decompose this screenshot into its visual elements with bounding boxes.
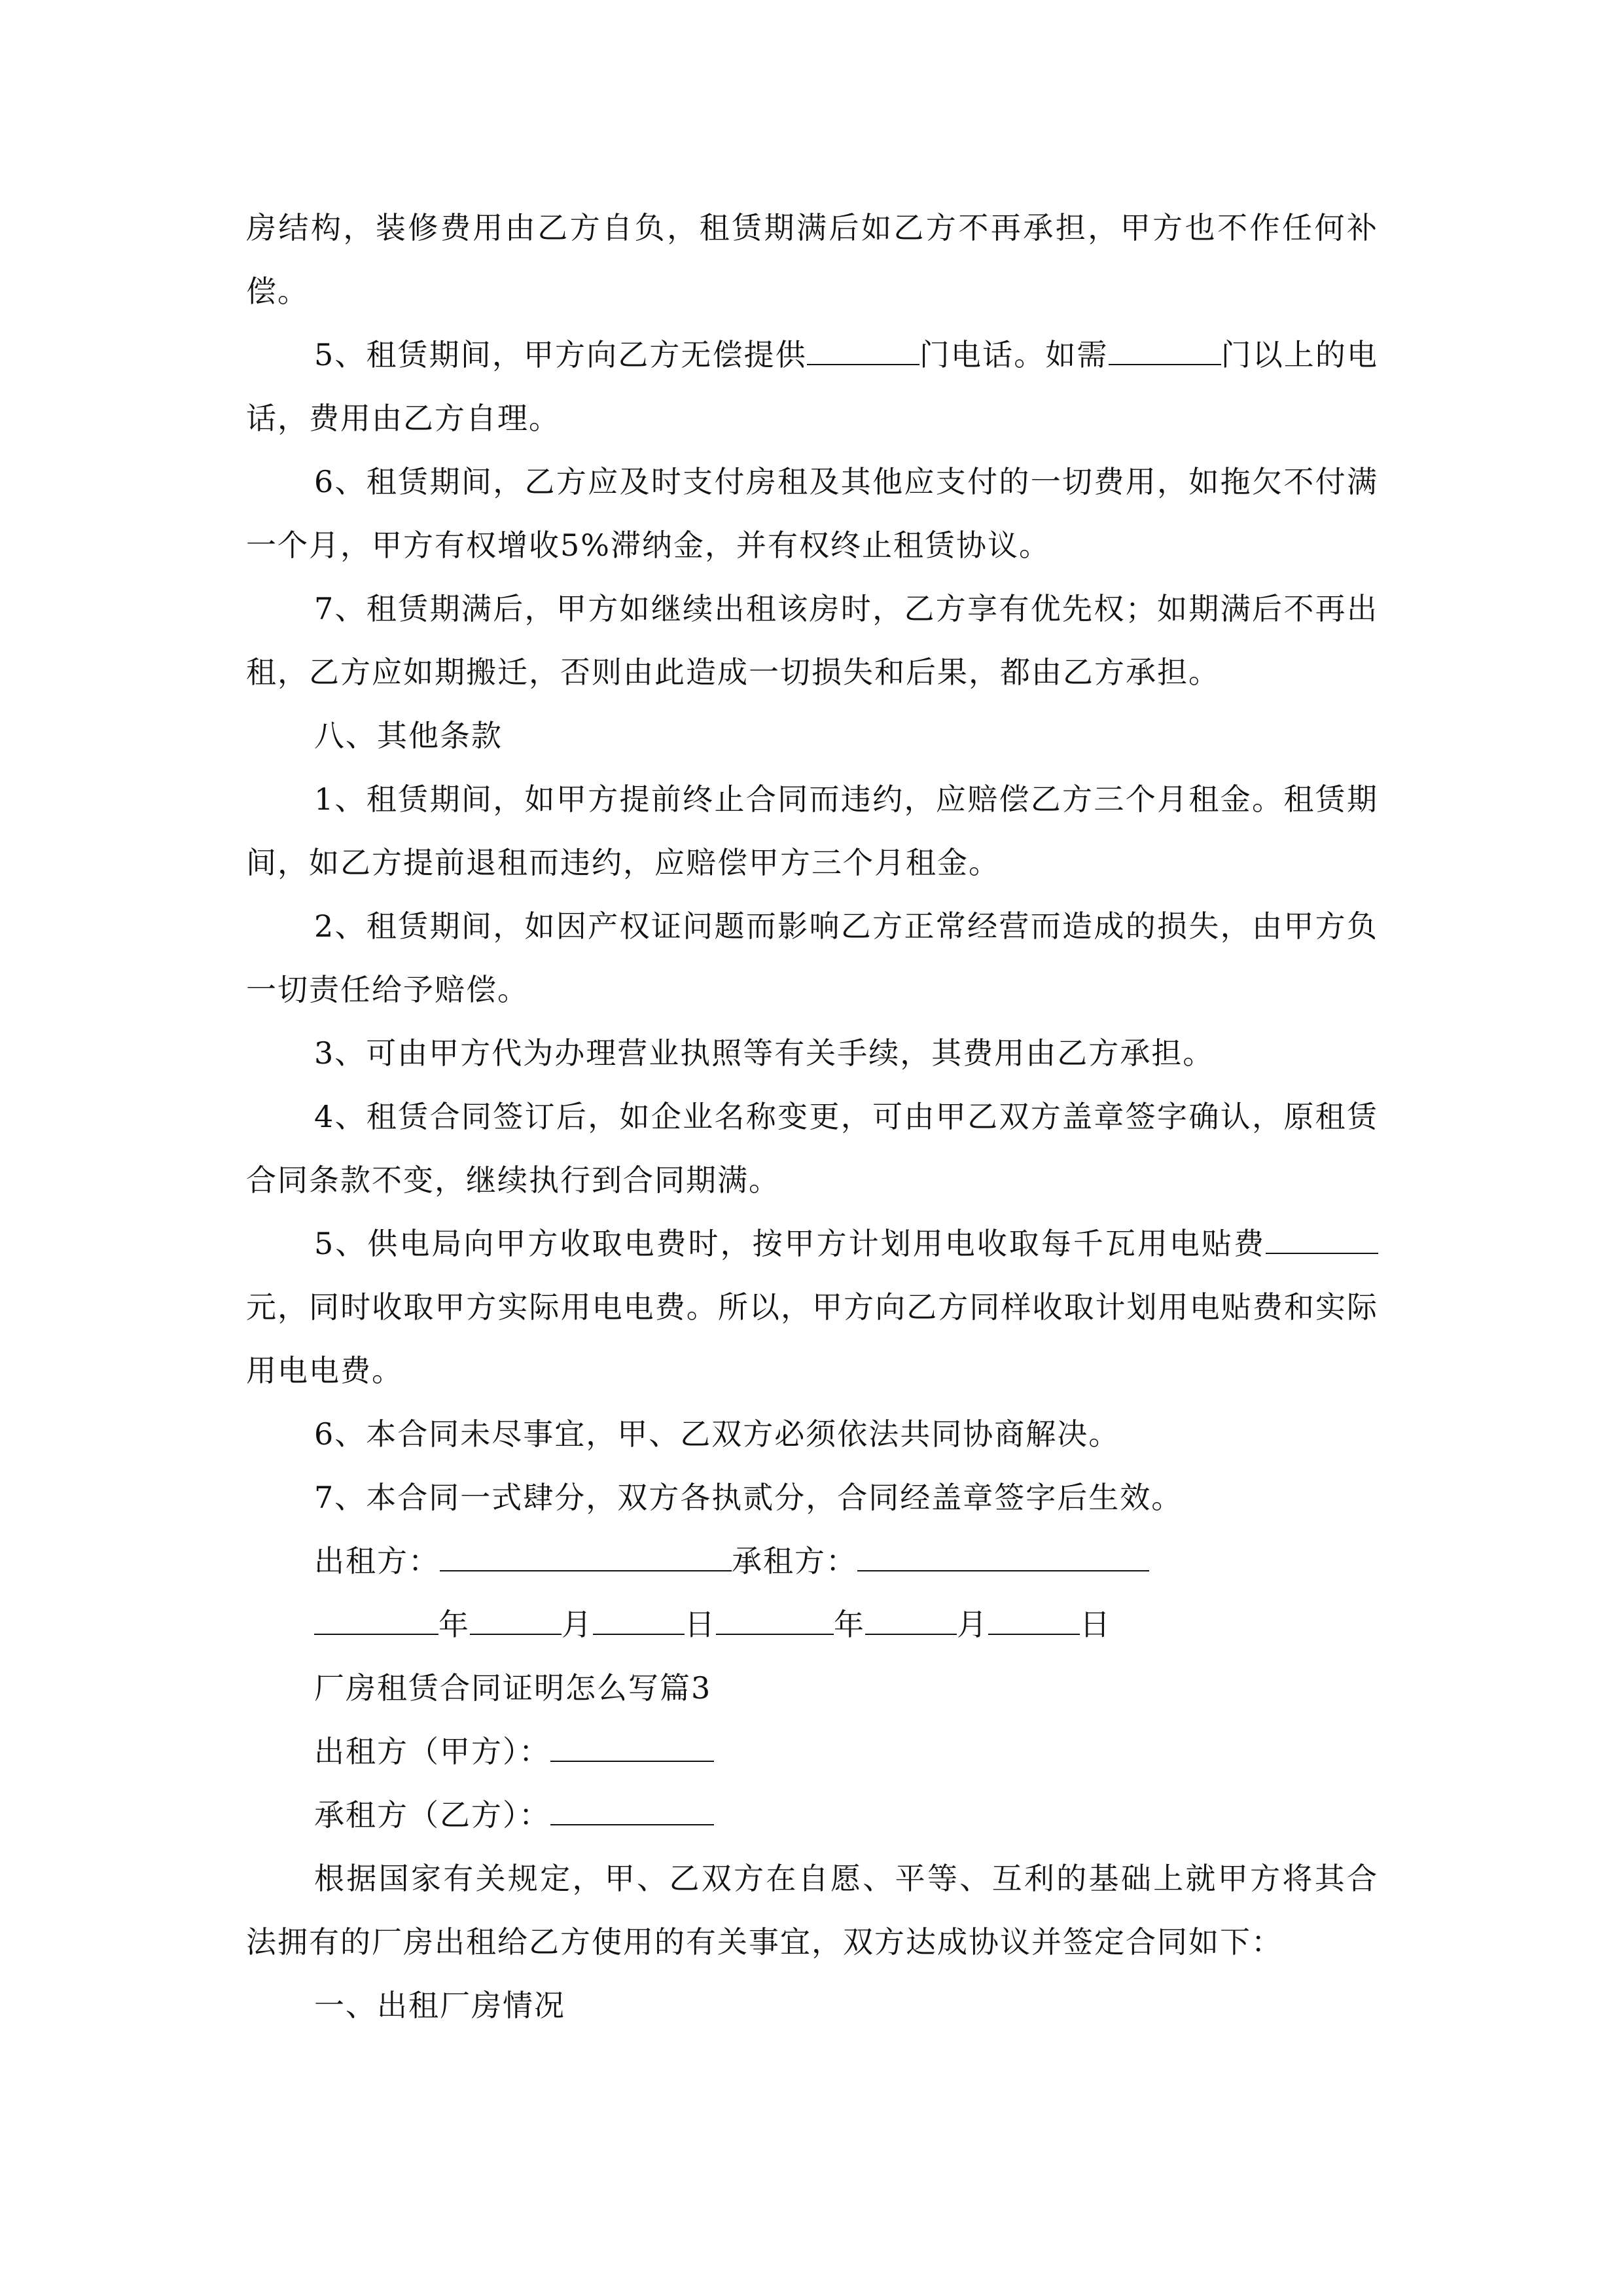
lessor-year-blank [314, 1607, 438, 1635]
month-label-2: 月 [957, 1607, 988, 1642]
section-3-item-1: 一、出租厂房情况 [314, 1988, 565, 2023]
party-b-label: 承租方（乙方）： [314, 1797, 550, 1833]
clause-4-name-change: 4、租赁合同签订后，如企业名称变更，可由甲乙双方盖章签字确认，原租赁合同条款不变，继续执行到合同期满。 [246, 1099, 1378, 1198]
lessor-day-blank [593, 1607, 685, 1635]
paragraph-7-renewal: 7、租赁期满后，甲方如继续出租该房时，乙方享有优先权；如期满后不再出租，乙方应如期搬迁，否则由此造成一切损失和后果，都由乙方承担。 [246, 591, 1378, 690]
lessee-month-blank [865, 1607, 957, 1635]
signature-date-line [246, 1593, 1378, 1657]
paragraph-6-payment: 6、租赁期间，乙方应及时支付房租及其他应支付的一切费用，如拖欠不付满一个月，甲方有权增收5%滞纳金，并有权终止租赁协议。 [246, 464, 1378, 563]
paragraph-4-continued: 房结构，装修费用由乙方自负，租赁期满后如乙方不再承担，甲方也不作任何补偿。 [246, 210, 1378, 309]
document-body [246, 196, 1378, 2037]
electricity-text-before: 5、供电局向甲方收取电费时，按甲方计划用电收取每千瓦用电贴费 [314, 1226, 1266, 1261]
party-b-line [246, 1784, 1378, 1847]
party-a-line [246, 1720, 1378, 1784]
month-label: 月 [562, 1607, 593, 1642]
day-label-2: 日 [1080, 1607, 1111, 1642]
clause-3-license: 3、可由甲方代为办理营业执照等有关手续，其费用由乙方承担。 [314, 1035, 1215, 1071]
lessor-month-blank [470, 1607, 562, 1635]
section-8-heading: 八、其他条款 [314, 718, 503, 753]
party-a-label: 出租方（甲方）： [314, 1734, 550, 1769]
phone-text-before: 5、租赁期间，甲方向乙方无偿提供 [314, 337, 807, 372]
clause-6-unresolved: 6、本合同未尽事宜，甲、乙双方必须依法共同协商解决。 [314, 1416, 1120, 1452]
lessee-day-blank [988, 1607, 1080, 1635]
lessee-year-blank [716, 1607, 834, 1635]
signature-parties-line [246, 1530, 1378, 1593]
lessor-label: 出租方： [314, 1543, 440, 1579]
year-label: 年 [438, 1607, 470, 1642]
extra-phone-blank [1109, 338, 1221, 365]
clause-5-electricity [246, 1212, 1378, 1403]
day-label: 日 [685, 1607, 716, 1642]
lessee-label: 承租方： [732, 1543, 857, 1579]
lessor-signature-blank [440, 1544, 732, 1571]
year-label-2: 年 [834, 1607, 865, 1642]
electricity-fee-blank [1266, 1227, 1378, 1254]
paragraph-5-phone [246, 323, 1378, 450]
phone-text-after: 门以上的电话，费用由乙方自理。 [246, 337, 1379, 436]
party-b-blank [550, 1798, 714, 1825]
electricity-text-after: 元，同时收取甲方实际用电电费。所以，甲方向乙方同样收取计划用电贴费和实际用电电费。 [246, 1289, 1378, 1388]
lessee-signature-blank [857, 1544, 1149, 1571]
clause-7-copies: 7、本合同一式肆分，双方各执贰分，合同经盖章签字后生效。 [314, 1480, 1183, 1515]
section-3-intro: 根据国家有关规定，甲、乙双方在自愿、平等、互利的基础上就甲方将其合法拥有的厂房出租给乙方使用的有关事宜，双方达成协议并签定合同如下： [246, 1861, 1378, 1960]
clause-1-termination: 1、租赁期间，如甲方提前终止合同而违约，应赔偿乙方三个月租金。租赁期间，如乙方提前退租而违约，应赔偿甲方三个月租金。 [246, 781, 1378, 880]
party-a-blank [550, 1734, 714, 1762]
phone-count-blank [807, 338, 919, 365]
clause-2-property-rights: 2、租赁期间，如因产权证问题而影响乙方正常经营而造成的损失，由甲方负一切责任给予赔偿。 [246, 908, 1378, 1007]
phone-text-middle: 门电话。如需 [919, 337, 1109, 372]
section-3-title: 厂房租赁合同证明怎么写篇3 [314, 1670, 712, 1706]
